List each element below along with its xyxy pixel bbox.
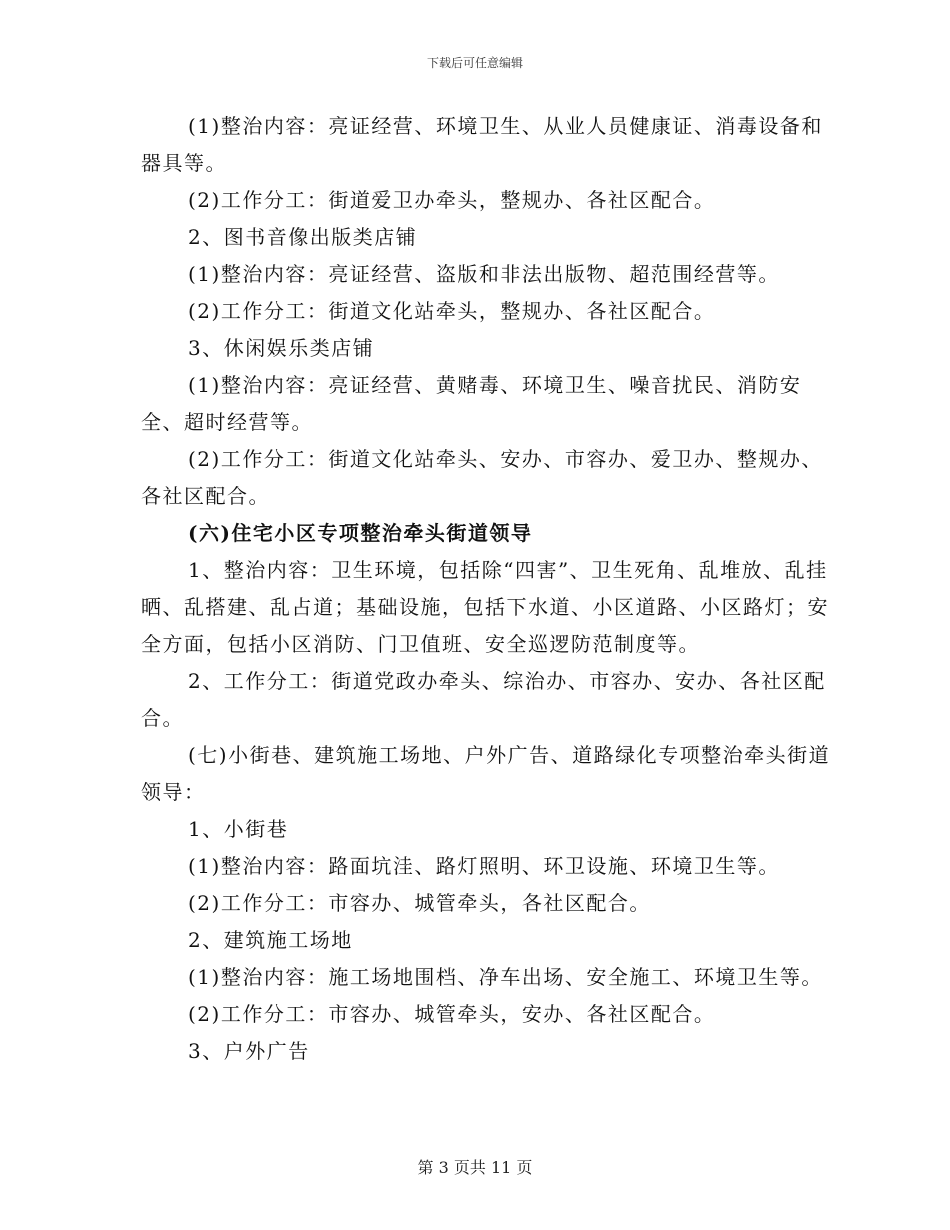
paragraph: (2)工作分工：市容办、城管牵头，安办、各社区配合。 bbox=[188, 1002, 716, 1026]
paragraph: 2、建筑施工场地 bbox=[188, 928, 353, 952]
paragraph: 3、休闲娱乐类店铺 bbox=[188, 336, 375, 360]
paragraph: (2)工作分工：街道文化站牵头、安办、市容办、爱卫办、整规办、各社区配合。 bbox=[141, 447, 823, 508]
paragraph: 3、户外广告 bbox=[188, 1039, 310, 1063]
page-footer: 第 3 页共 11 页 bbox=[417, 1158, 533, 1177]
paragraph: 1、整治内容：卫生环境，包括除“四害”、卫生死角、乱堆放、乱挂晒、乱搭建、乱占道；基础设施，包括下水道、小区道路、小区路灯；安全方面，包括小区消防、门卫值班、安全巡逻防范制度等。 bbox=[141, 558, 829, 656]
paragraph: (1)整治内容：亮证经营、环境卫生、从业人员健康证、消毒设备和器具等。 bbox=[141, 114, 823, 175]
paragraph: 2、图书音像出版类店铺 bbox=[188, 225, 418, 249]
section-heading: (六)住宅小区专项整治牵头街道领导 bbox=[188, 521, 533, 545]
section-heading: (七)小街巷、建筑施工场地、户外广告、道路绿化专项整治牵头街道领导： bbox=[141, 743, 831, 804]
paragraph: (2)工作分工：街道爱卫办牵头，整规办、各社区配合。 bbox=[188, 188, 716, 212]
page-header: 下载后可任意编辑 bbox=[426, 56, 523, 70]
paragraph: 2、工作分工：街道党政办牵头、综治办、市容办、安办、各社区配合。 bbox=[141, 669, 826, 730]
paragraph: (2)工作分工：街道文化站牵头，整规办、各社区配合。 bbox=[188, 299, 716, 323]
paragraph: (1)整治内容：亮证经营、盗版和非法出版物、超范围经营等。 bbox=[188, 262, 780, 286]
paragraph: 1、小街巷 bbox=[188, 817, 289, 841]
paragraph: (1)整治内容：施工场地围档、净车出场、安全施工、环境卫生等。 bbox=[188, 965, 823, 989]
paragraph: (1)整治内容：路面坑洼、路灯照明、环卫设施、环境卫生等。 bbox=[188, 854, 780, 878]
document-body bbox=[141, 108, 831, 1070]
paragraph: (1)整治内容：亮证经营、黄赌毒、环境卫生、噪音扰民、消防安全、超时经营等。 bbox=[141, 373, 802, 434]
paragraph: (2)工作分工：市容办、城管牵头，各社区配合。 bbox=[188, 891, 651, 915]
